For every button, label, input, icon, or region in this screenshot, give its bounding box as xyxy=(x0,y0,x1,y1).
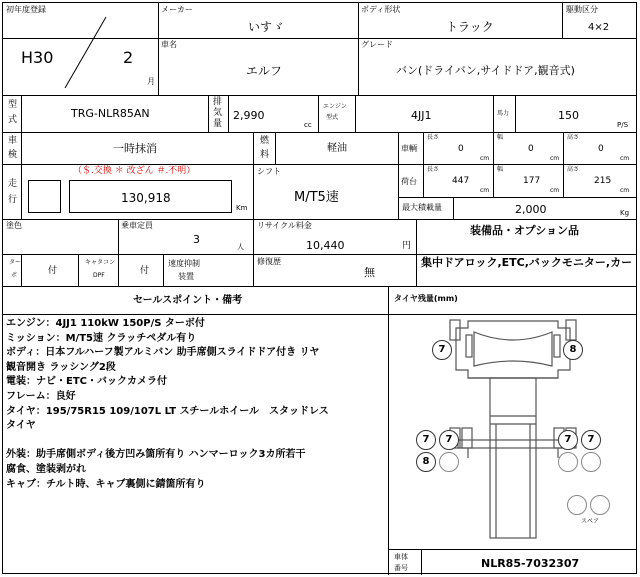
capacity-value: 3 xyxy=(193,233,200,246)
cargo-height-label: 高さ xyxy=(567,166,580,173)
tire-rear-right-lower-outer xyxy=(581,452,601,472)
cargo-width-label: 幅 xyxy=(497,166,504,173)
cm-unit: cm xyxy=(480,187,490,194)
model-value: TRG-NLR85AN xyxy=(71,107,150,120)
tire-rear-right-lower xyxy=(558,452,578,472)
tire-rear-left-outer: 7 xyxy=(416,430,436,450)
displacement-label: 排 xyxy=(213,97,223,107)
tire-rear-left-inner: 7 xyxy=(439,430,459,450)
model-label: 式 xyxy=(8,115,18,125)
cargo-label: 荷台 xyxy=(401,177,417,186)
capacity-label: 乗車定員 xyxy=(121,221,153,230)
row-divider xyxy=(3,164,636,165)
row-divider xyxy=(3,95,158,96)
displacement-label: 気 xyxy=(213,108,223,118)
recycle-label: リサイクル料金 xyxy=(257,221,312,230)
speed-limiter-label: 速度抑制 xyxy=(168,259,200,268)
body-shape-label: ボディ形状 xyxy=(361,5,401,14)
engine-model-label: エンジン xyxy=(323,103,347,110)
slash-divider xyxy=(61,15,111,90)
mileage-note: （＄.交換 ＊ 改ざん ＃.不明） xyxy=(73,166,196,176)
tire-front-right: 8 xyxy=(563,340,583,360)
cargo-length-value: 447 xyxy=(452,176,470,186)
sales-line: ミッション：M/T5速 クラッチペダル有り xyxy=(6,332,197,344)
car-name-value: エルフ xyxy=(246,64,283,78)
first-reg-era-year: H30 xyxy=(21,48,54,67)
vehicle-width-value: 0 xyxy=(528,144,534,154)
displacement-value: 2,990 xyxy=(233,109,265,122)
sales-points-title: セールスポイント・備考 xyxy=(133,295,243,306)
sales-line: ボディ：日本フルハーフ製アルミバン 助手席側スライドドア付き リヤ xyxy=(6,347,320,359)
max-load-value: 2,000 xyxy=(515,203,547,216)
inspection-label: 検 xyxy=(8,150,18,160)
sales-line: 腐食、塗装剥がれ xyxy=(6,463,86,475)
cm-unit: cm xyxy=(620,155,630,162)
fuel-value: 軽油 xyxy=(327,143,347,154)
repair-value: 無 xyxy=(364,266,375,279)
model-label: 型 xyxy=(8,100,18,110)
drive-label: 駆動区分 xyxy=(566,5,598,14)
vehicle-length-value: 0 xyxy=(458,144,464,154)
color-label: 塗色 xyxy=(6,221,22,230)
chassis-label: 番号 xyxy=(394,564,408,572)
sales-line: フレーム：良好 xyxy=(6,390,76,402)
tire-depth-title: タイヤ残量(mm) xyxy=(394,294,458,303)
tire-front-left: 7 xyxy=(432,340,452,360)
maker-value: いすゞ xyxy=(248,20,285,34)
drive-value: 4×2 xyxy=(588,22,610,33)
mileage-unit: Km xyxy=(236,204,248,212)
sales-line: 電装：ナビ・ETC・バックカメラ付 xyxy=(6,376,167,388)
vehicle-height-value: 0 xyxy=(598,144,604,154)
mileage-label: 走 xyxy=(8,179,18,189)
sales-line: タイヤ xyxy=(6,420,36,432)
engine-model-value: 4JJ1 xyxy=(411,109,432,122)
mileage-mark-box xyxy=(28,180,61,213)
row-divider xyxy=(398,197,636,198)
grade-value: バン(ドライバン,サイドドア,観音式) xyxy=(396,64,575,77)
tire-rear-right-inner: 7 xyxy=(558,430,578,450)
spare-label: スペア xyxy=(581,518,600,525)
cm-unit: cm xyxy=(480,155,490,162)
displacement-label: 量 xyxy=(213,119,223,129)
fuel-label: 料 xyxy=(260,150,270,160)
turbo-label: ター xyxy=(9,259,22,266)
cm-unit: cm xyxy=(550,187,560,194)
row-divider xyxy=(3,132,636,133)
chassis-number: NLR85-7032307 xyxy=(481,557,580,570)
tire-rear-left-lower-inner xyxy=(439,452,459,472)
capacity-unit: 人 xyxy=(237,243,244,251)
fuel-label: 燃 xyxy=(260,136,270,146)
engine-model-label: 型式 xyxy=(326,114,339,121)
shift-value: M/T5速 xyxy=(294,190,339,205)
grade-label: グレード xyxy=(361,40,393,49)
shift-label: シフト xyxy=(257,167,281,176)
vehicle-length-label: 長さ xyxy=(427,134,440,141)
turbo-label: ボ xyxy=(11,272,18,279)
vehicle-width-label: 幅 xyxy=(497,134,504,141)
sales-line: タイヤ：195/75R15 109/107L LT スチールホイール スタッドレス xyxy=(6,405,329,417)
catalyst-value: 付 xyxy=(140,266,150,276)
cargo-length-label: 長さ xyxy=(427,166,440,173)
sales-points-body xyxy=(6,317,386,492)
speed-limiter-label: 装置 xyxy=(178,272,194,281)
turbo-value: 付 xyxy=(48,266,58,276)
tire-spare-left xyxy=(567,495,587,515)
recycle-unit: 円 xyxy=(402,241,412,251)
cargo-height-value: 215 xyxy=(594,176,612,186)
inspection-label: 車 xyxy=(8,136,18,146)
sales-line: キャブ：チルト時、キャブ裏側に錆箇所有り xyxy=(6,478,206,490)
cm-unit: cm xyxy=(550,155,560,162)
max-load-unit: Kg xyxy=(620,209,630,217)
max-load-label: 最大積載量 xyxy=(402,203,442,212)
equipment-list: 集中ドアロック,ETC,バックモニター,カー xyxy=(421,256,633,269)
vehicle-size-label: 車輌 xyxy=(401,144,417,153)
sales-line: エンジン：4JJ1 110kW 150P/S ターボ付 xyxy=(6,318,205,329)
row-divider xyxy=(3,219,636,220)
catalyst-label: キャタコン xyxy=(85,259,116,266)
row-divider xyxy=(3,254,636,255)
power-unit: P/S xyxy=(617,121,629,129)
cm-unit: cm xyxy=(620,187,630,194)
recycle-value: 10,440 xyxy=(306,239,345,252)
body-shape-value: トラック xyxy=(446,20,494,34)
equipment-title: 装備品・オプション品 xyxy=(470,224,580,237)
mileage-label: 行 xyxy=(8,195,18,205)
first-reg-month: 2 xyxy=(123,48,134,67)
vehicle-spec-sheet xyxy=(2,2,637,574)
row-divider xyxy=(388,549,636,550)
displacement-unit: cc xyxy=(304,121,312,129)
power-label: 馬力 xyxy=(497,110,510,117)
sales-line: 外装：助手席側ボディ後方凹み箇所有り ハンマーロック3カ所若干 xyxy=(6,449,306,461)
maker-label: メーカー xyxy=(161,5,193,14)
car-name-label: 車名 xyxy=(161,40,177,49)
vehicle-height-label: 高さ xyxy=(567,134,580,141)
tire-spare-right xyxy=(590,495,610,515)
row-divider xyxy=(158,95,636,96)
mileage-value: 130,918 xyxy=(121,191,171,205)
month-unit: 月 xyxy=(147,77,155,86)
row-divider xyxy=(3,286,636,287)
chassis-label: 車体 xyxy=(394,553,408,561)
catalyst-label: DPF xyxy=(93,272,105,279)
sales-line: 観音開き ラッシング2段 xyxy=(6,361,116,373)
tire-rear-left-lower: 8 xyxy=(416,452,436,472)
repair-label: 修復歴 xyxy=(257,257,281,266)
sales-line xyxy=(6,434,386,449)
cargo-width-value: 177 xyxy=(523,176,541,186)
inspection-value: 一時抹消 xyxy=(113,142,157,155)
first-reg-label: 初年度登録 xyxy=(6,5,46,14)
power-value: 150 xyxy=(558,109,579,122)
tire-rear-right-outer: 7 xyxy=(581,430,601,450)
